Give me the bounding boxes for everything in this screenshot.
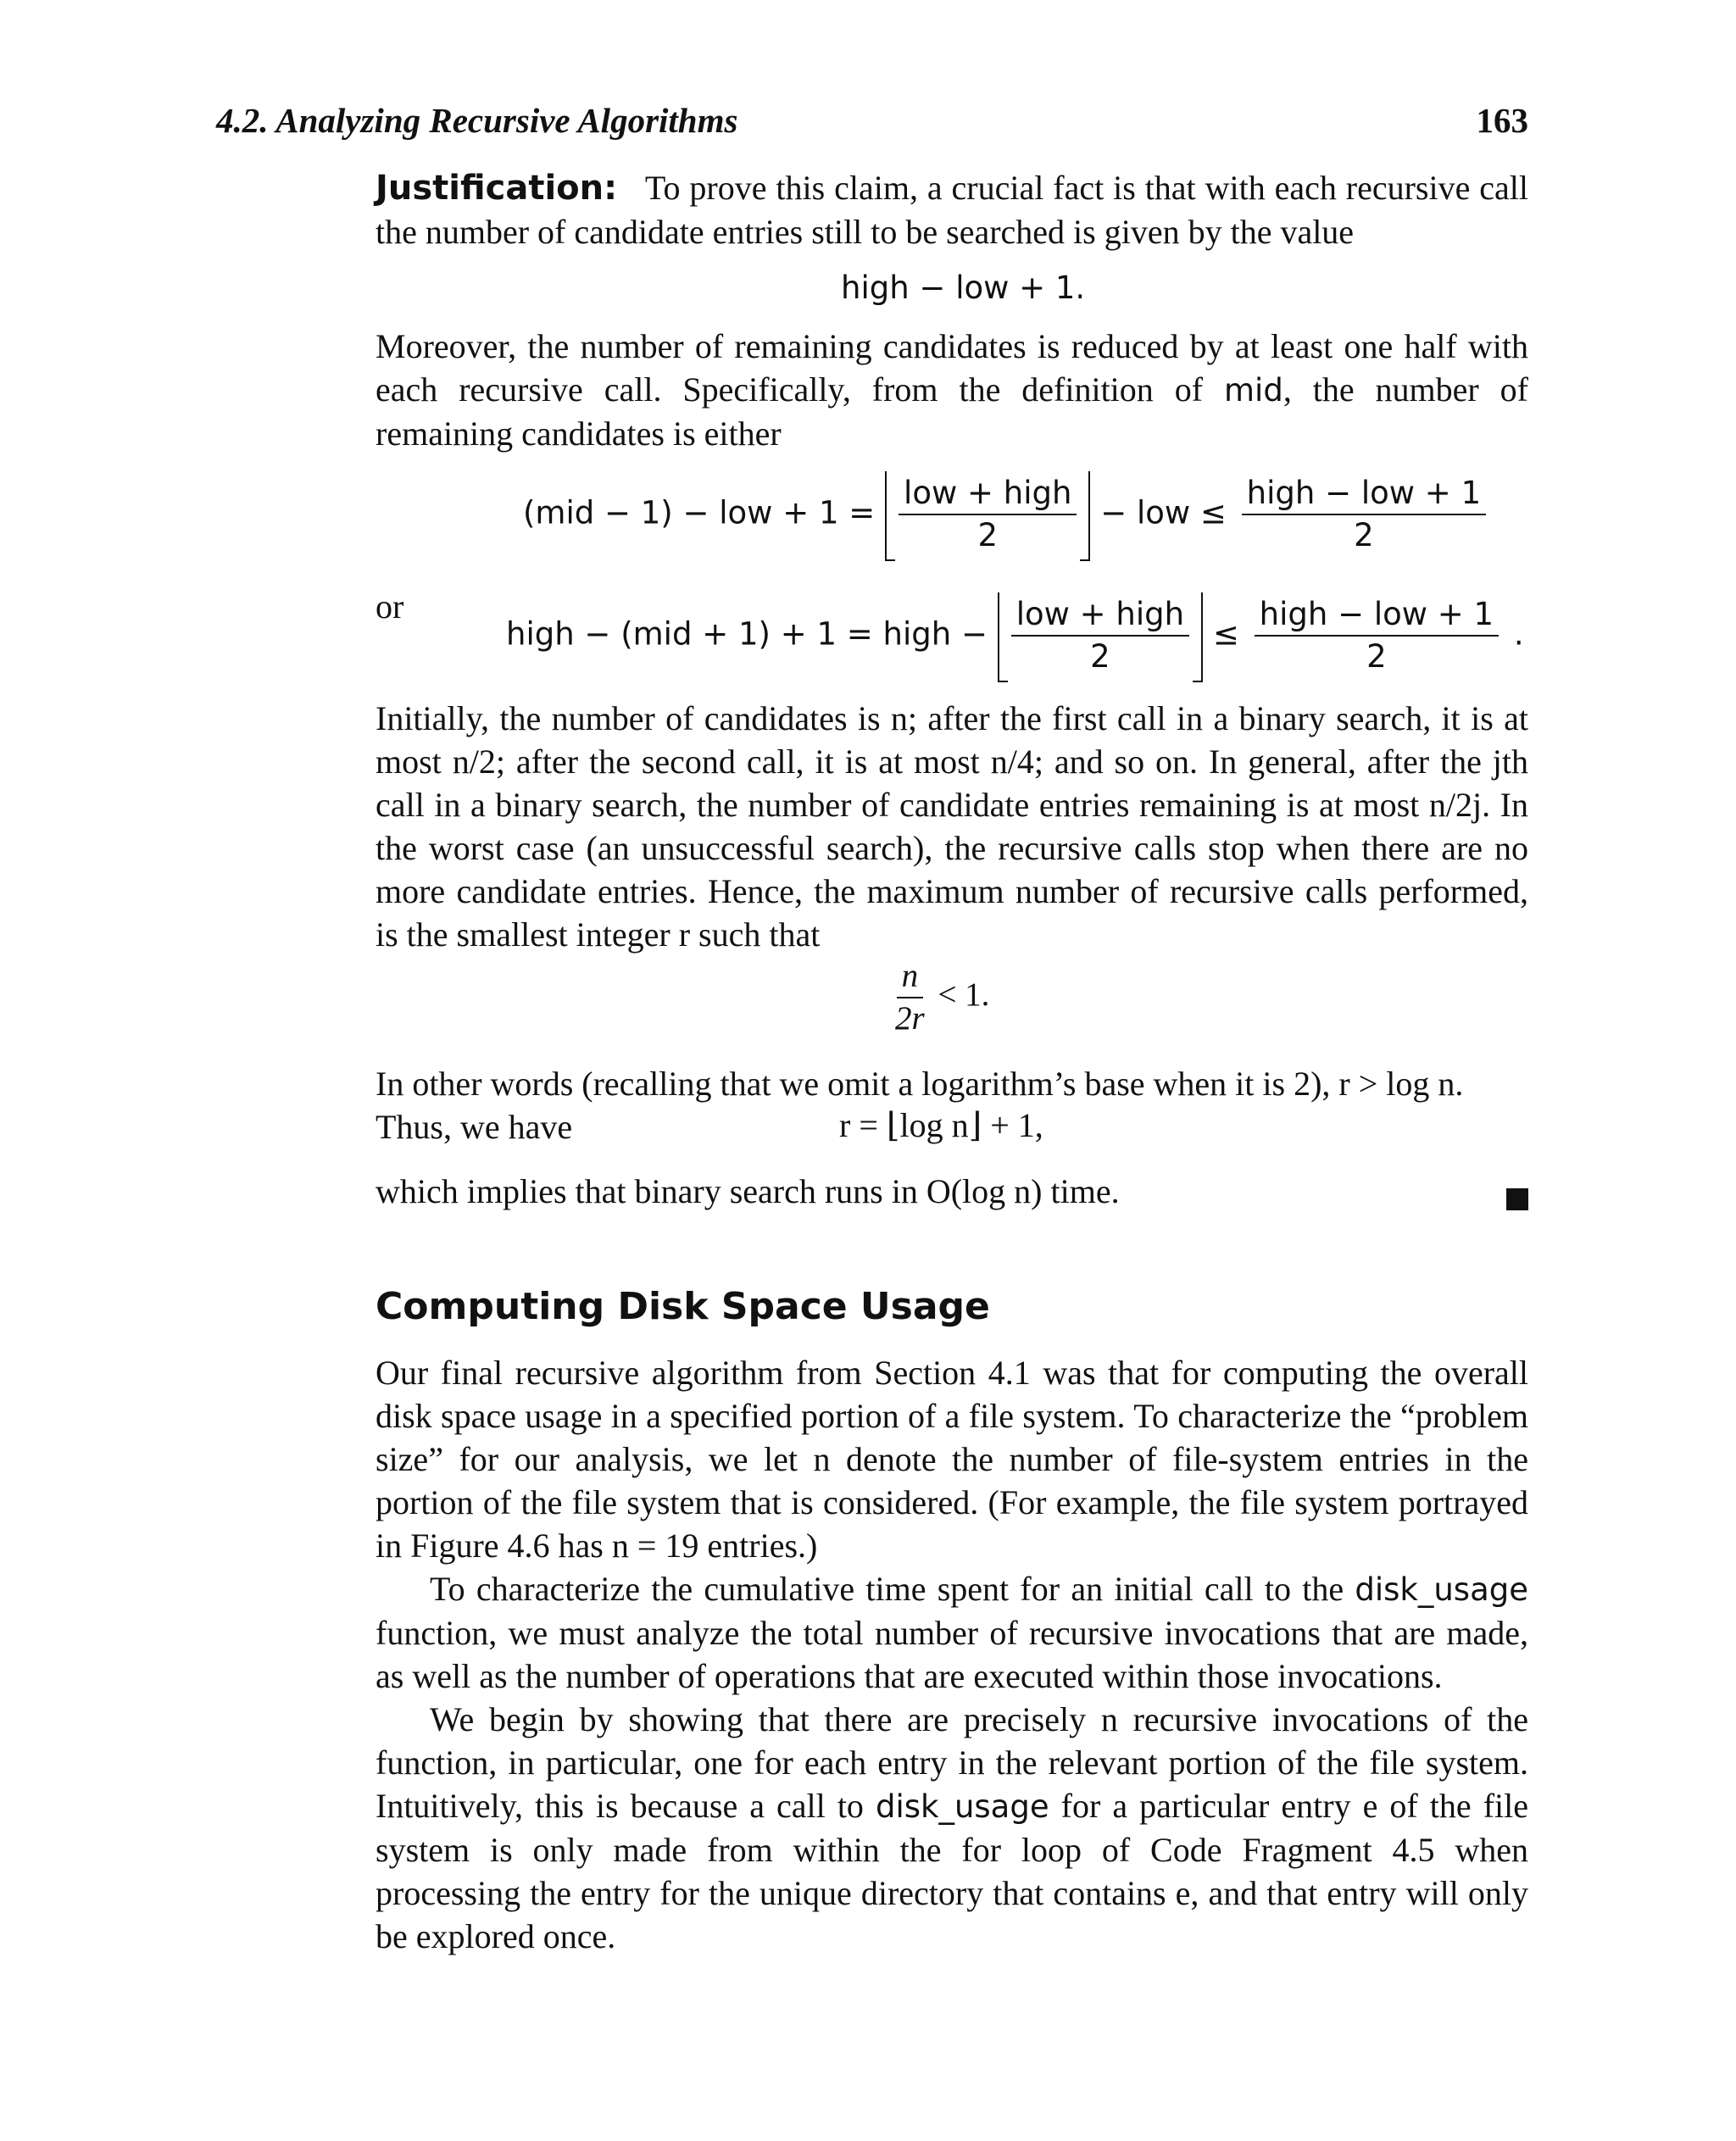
section-paragraph-3: [376, 1698, 1528, 1958]
eq2-floor-numerator: low + high: [1011, 596, 1189, 637]
or-word: or: [376, 587, 404, 626]
p2-text-a: To characterize the cumulative time spent for an initial call to the: [430, 1570, 1355, 1608]
running-header: [216, 100, 1528, 151]
p2-text-b: function, we must analyze the total number of recursive invocations that are made, as well as the number of operations that are executed within those invocations.: [376, 1614, 1528, 1695]
eq3-numerator: n: [897, 958, 924, 998]
equation-4: r = ⌊log n⌋ + 1,: [839, 1106, 1043, 1144]
eq2-rhs-numerator: high − low + 1: [1255, 596, 1499, 637]
p3-text-a: We begin by showing that there are precisely n recursive invocations of the function, in particular, one for each entry in the relevant portion of the file system. Intuitively, this is because a call to: [376, 1700, 1528, 1825]
eq2-rhs-denominator: 2: [1366, 638, 1387, 675]
eq2-rhs-fraction: [1255, 596, 1499, 676]
p2-code: disk_usage: [1355, 1571, 1528, 1608]
qed-square-icon: [1506, 1188, 1528, 1210]
justification-intro: [376, 166, 1528, 253]
equation-3: [890, 958, 989, 1037]
section-heading: Computing Disk Space Usage: [376, 1285, 990, 1328]
eq2-floor-fraction: [1011, 596, 1189, 676]
para3-text: Initially, the number of candidates is n; after the first call in a binary search, it is at most n/2; after the second call, it is at most n/4; and so on. In general, after the jth call in a binary search, the number of candidate entries remaining is at most n/2j. In the worst case (an unsuccessful search), the recursive calls stop when there are no more candidate entries. Hence, the maximum number of recursive calls performed, is the smallest integer r such that: [376, 699, 1528, 954]
para2-mid: mid: [1224, 372, 1283, 409]
eq2-floor-denominator: 2: [1090, 638, 1110, 675]
eq3-denominator: 2r: [895, 1000, 925, 1037]
eq3-fraction: [895, 958, 925, 1037]
para4-text: In other words (recalling that we omit a logarithm’s base when it is 2), r > log n.: [376, 1065, 1464, 1103]
justification-intro-text: To prove this claim, a crucial fact is that with each recursive call the number of candidate entries still to be searched is given by the value: [376, 169, 1528, 251]
eq1-left: (mid − 1) − low + 1 =: [523, 494, 876, 531]
eq1-floor-fraction: [899, 475, 1077, 554]
para2-text-a: Moreover, the number of remaining candidates is reduced by at least one half with each recursive call. Specifically, from the definition of: [376, 327, 1528, 409]
section-body: [376, 1351, 1528, 1958]
section-paragraph-1: Our final recursive algorithm from Section 4.1 was that for computing the overall disk space usage in a specified portion of a file system. To characterize the “problem size” for our analysis, we let n denote the number of file-system entries in the portion of the file system that is considered. (For example, the file system portrayed in Figure 4.6 has n = 19 entries.): [376, 1354, 1528, 1565]
para6-text: which implies that binary search runs in O(log n) time.: [376, 1172, 1120, 1210]
eq1-mid: − low ≤: [1100, 494, 1227, 531]
eq2-left: high − (mid + 1) + 1 = high −: [506, 615, 988, 653]
eq1-rhs-fraction: [1242, 475, 1486, 554]
eq3-relation: < 1.: [938, 976, 990, 1013]
section-paragraph-2: [376, 1567, 1528, 1698]
eq1-rhs-numerator: high − low + 1: [1242, 475, 1486, 515]
para2-text-b: , the number of remaining candidates is either: [376, 370, 1529, 453]
eq2-floor: [998, 596, 1203, 676]
justification-conclusion: [376, 1170, 1528, 1213]
eq1-rhs-denominator: 2: [1354, 517, 1374, 553]
section-running-title: 4.2. Analyzing Recursive Algorithms: [216, 101, 738, 140]
eq1-floor: [885, 475, 1090, 554]
eq1-floor-numerator: low + high: [899, 475, 1077, 515]
eq2-le: ≤: [1212, 615, 1239, 653]
equation-2: [506, 596, 1524, 676]
equation-1: [523, 475, 1491, 554]
equation-candidates: high − low + 1.: [841, 270, 1086, 306]
justification-paragraph-2: [376, 325, 1528, 455]
p3-code: disk_usage: [875, 1788, 1049, 1825]
page-number: 163: [1476, 101, 1528, 140]
justification-label: Justification:: [376, 169, 618, 208]
p3-text-b: for a particular entry e of the file system is only made from within the for loop of Code Fragment 4.5 when processing the entry for the unique directory that contains e, and that entry will only be explored once.: [376, 1787, 1528, 1955]
eq2-end: .: [1513, 615, 1524, 653]
eq1-floor-denominator: 2: [977, 517, 998, 553]
para5-text: Thus, we have: [376, 1108, 573, 1146]
justification-paragraph-3: [376, 697, 1528, 956]
